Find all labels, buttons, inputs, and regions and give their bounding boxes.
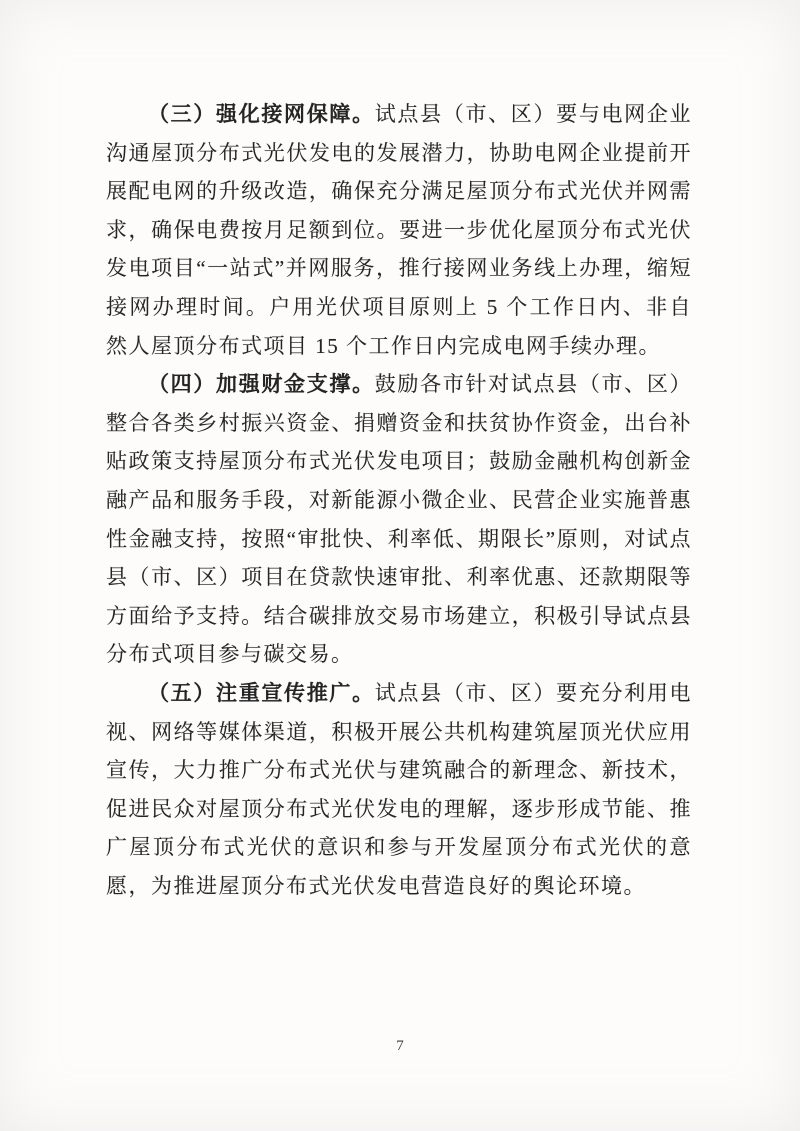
page-number: 7 xyxy=(396,1038,404,1054)
document-body xyxy=(106,95,692,905)
paragraph-5-heading: （五）注重宣传推广。 xyxy=(148,680,375,705)
paragraph-5-text: 试点县（市、区）要充分利用电视、网络等媒体渠道，积极开展公共机构建筑屋顶光伏应用宣传，大力推广分布式光伏与建筑融合的新理念、新技术，促进民众对屋顶分布式光伏发电的理解，逐步形成节能、推广屋顶分布式光伏的意识和参与开发屋顶分布式光伏的意愿，为推进屋顶分布式光伏发电营造良好的舆论环境。 xyxy=(106,680,693,898)
paragraph-3-heading: （三）强化接网保障。 xyxy=(148,102,375,126)
paragraph-4-text: 鼓励各市针对试点县（市、区）整合各类乡村振兴资金、捐赠资金和扶贫协作资金，出台补贴政策支持屋顶分布式光伏发电项目；鼓励金融机构创新金融产品和服务手段，对新能源小微企业、民营企业实施普惠性金融支持，按照“审批快、利率低、期限长”原则，对试点县（市、区）项目在贷款快速审批、利率优惠、还款期限等方面给予支持。结合碳排放交易市场建立，积极引导试点县分布式项目参与碳交易。 xyxy=(106,372,693,667)
paragraph-4-heading: （四）加强财金支撑。 xyxy=(148,372,375,397)
paragraph-3 xyxy=(106,95,692,365)
paragraph-5 xyxy=(106,674,692,906)
paragraph-4 xyxy=(106,365,692,674)
paragraph-3-text: 试点县（市、区）要与电网企业沟通屋顶分布式光伏发电的发展潜力，协助电网企业提前开展配电网的升级改造，确保充分满足屋顶分布式光伏并网需求，确保电费按月足额到位。要进一步优化屋顶分布式光伏发电项目“一站式”并网服务，推行接网业务线上办理，缩短接网办理时间。户用光伏项目原则上 5 个工作日内、非自然人屋顶分布式项目 15 个工作日内完成电网手续办理。 xyxy=(106,102,693,358)
